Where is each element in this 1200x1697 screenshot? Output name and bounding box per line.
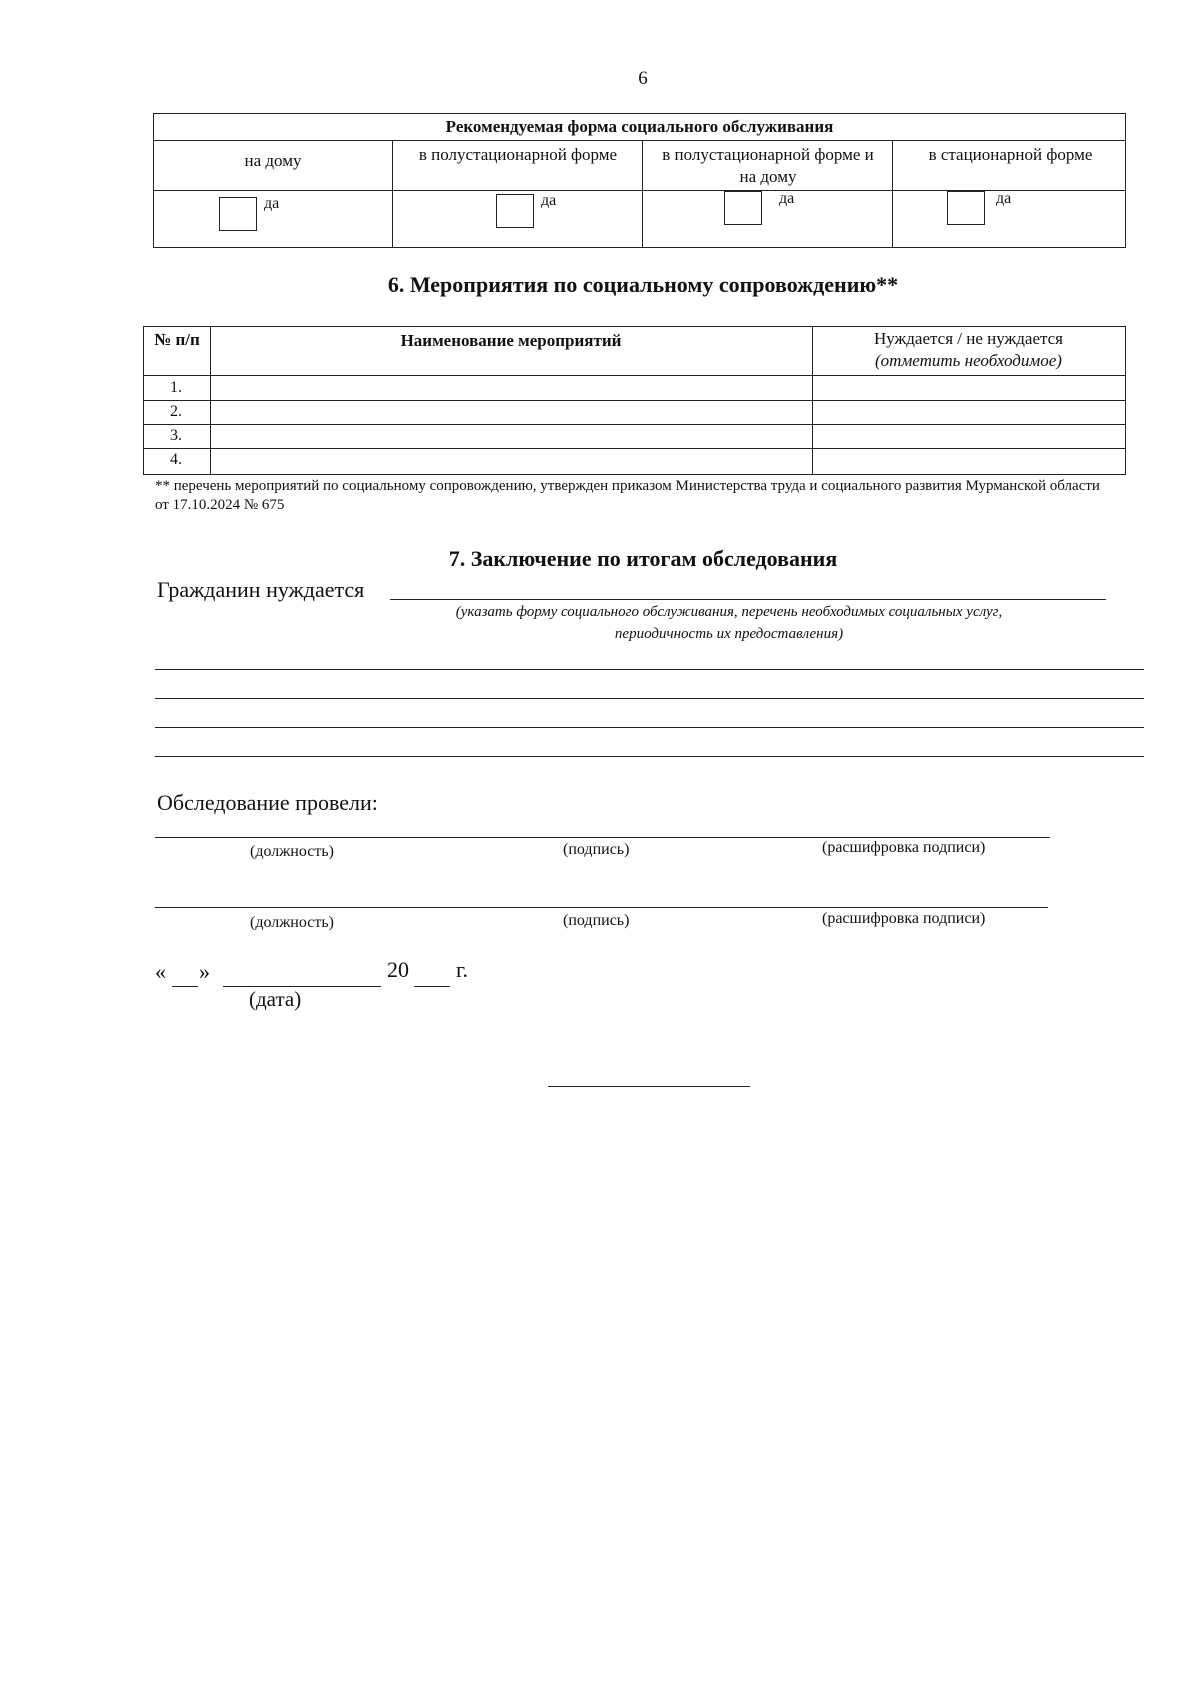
signature-caption: (подпись) (563, 912, 630, 929)
column-home: на дому (244, 151, 302, 170)
checkbox-label: да (996, 190, 1012, 207)
conclusion-hint: периодичность их предоставления) (614, 626, 844, 642)
position-caption: (должность) (250, 843, 334, 860)
date-year-prefix: 20 (387, 957, 409, 982)
date-caption: (дата) (249, 987, 302, 1011)
divider (642, 140, 643, 247)
service-form-table (153, 113, 1126, 248)
page-number: 6 (638, 68, 648, 89)
column-semi-stationary-home: в полустационарной форме и на дому (662, 145, 874, 186)
service-form-title: Рекомендуемая форма социального обслуживания (445, 117, 834, 136)
row-number: 3. (170, 427, 182, 444)
decoding-caption: (расшифровка подписи) (822, 839, 986, 856)
divider (892, 140, 893, 247)
date-day-field[interactable] (172, 986, 198, 987)
semi-stationary-home-checkbox[interactable] (724, 191, 762, 225)
checkbox-label: да (541, 192, 557, 209)
divider (144, 400, 1125, 401)
divider (144, 375, 1125, 376)
conclusion-line[interactable] (155, 756, 1144, 757)
date-close-quote: » (199, 959, 210, 984)
row-number: 2. (170, 403, 182, 420)
checkbox-label: да (779, 190, 795, 207)
decoding-caption: (расшифровка подписи) (822, 910, 986, 927)
signature-caption: (подпись) (563, 841, 630, 858)
signature-line[interactable] (155, 837, 1050, 838)
conclusion-line[interactable] (155, 698, 1144, 699)
row-number: 1. (170, 379, 182, 396)
column-need-header: Нуждается / не нуждается (873, 329, 1064, 348)
semi-stationary-checkbox[interactable] (496, 194, 534, 228)
conclusion-line[interactable] (155, 669, 1144, 670)
column-semi-stationary: в полустационарной форме (418, 145, 618, 164)
survey-label: Обследование провели: (157, 790, 378, 815)
column-need-hint: (отметить необходимое) (875, 351, 1062, 370)
position-caption: (должность) (250, 914, 334, 931)
divider (144, 424, 1125, 425)
divider (154, 140, 1125, 141)
citizen-needs-label: Гражданин нуждается (157, 577, 365, 602)
column-number-header: № п/п (154, 330, 200, 349)
divider (392, 140, 393, 247)
row-number: 4. (170, 451, 182, 468)
column-name-header: Наименование мероприятий (400, 331, 622, 350)
activities-table (143, 326, 1126, 475)
footnote: ** перечень мероприятий по социальному сопровождению, утвержден приказом Министерства труда и социального развития Мурманской области от 17.10.2024 № 675 (155, 478, 1100, 513)
date-year-field[interactable] (414, 986, 450, 987)
stationary-checkbox[interactable] (947, 191, 985, 225)
conclusion-line[interactable] (155, 727, 1144, 728)
date-open-quote: « (155, 959, 166, 984)
divider (144, 448, 1125, 449)
date-year-suffix: г. (456, 957, 469, 982)
end-line (548, 1086, 750, 1087)
checkbox-label: да (264, 195, 280, 212)
section-7-title: 7. Заключение по итогам обследования (448, 546, 838, 571)
date-month-field[interactable] (223, 986, 381, 987)
citizen-needs-field[interactable] (390, 599, 1106, 600)
column-stationary: в стационарной форме (928, 145, 1093, 164)
conclusion-hint: (указать форму социального обслуживания, перечень необходимых социальных услуг, (455, 604, 1003, 620)
signature-line[interactable] (155, 907, 1048, 908)
section-6-title: 6. Мероприятия по социальному сопровождению** (387, 272, 899, 297)
home-checkbox[interactable] (219, 197, 257, 231)
